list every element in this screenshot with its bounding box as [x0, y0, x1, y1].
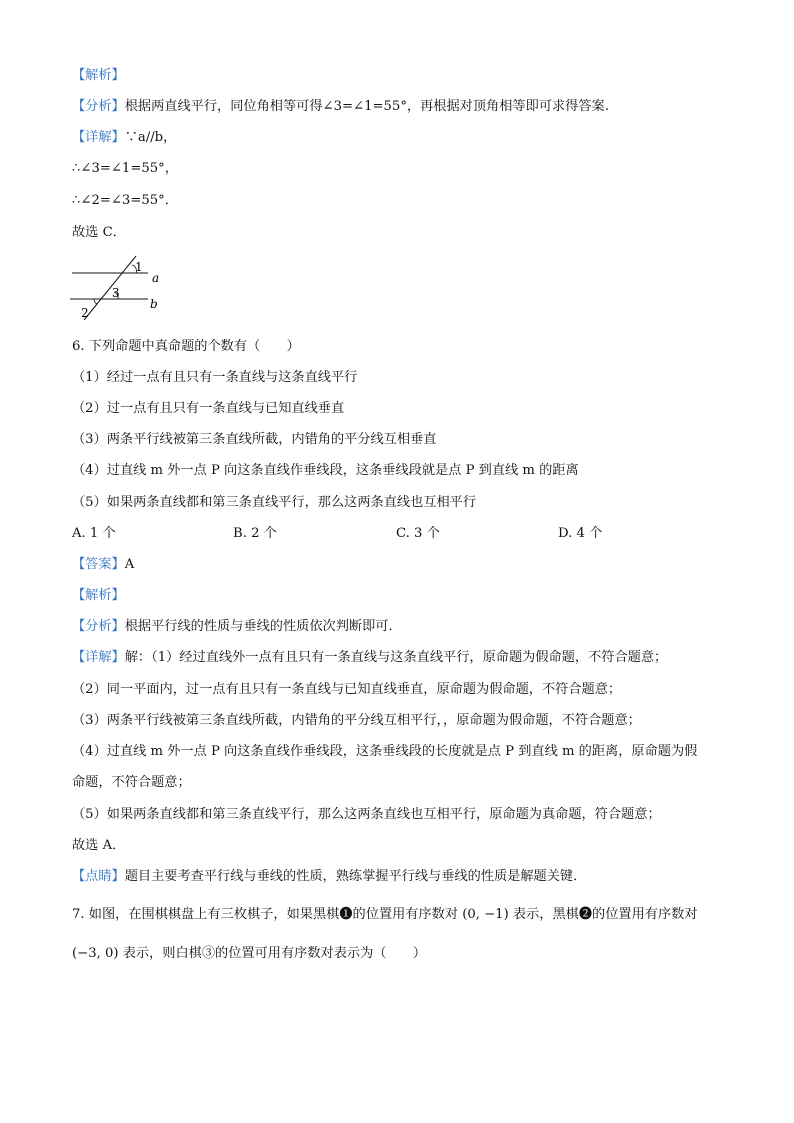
transversal-line [84, 256, 136, 320]
q6-item-1: （1）经过一点有且只有一条直线与这条直线平行 [72, 370, 358, 385]
step-1: ∴∠3=∠1=55°， [72, 161, 178, 176]
q6-detail-5: （5）如果两条直线都和第三条直线平行，那么这两条直线也互相平行，原命题为真命题，符合题意； [72, 807, 661, 822]
label-2: 2 [81, 306, 89, 320]
fenxi-line: 【分析】根据两直线平行，同位角相等可得∠3=∠1=55°，再根据对顶角相等即可求得答案. [72, 99, 609, 114]
xiangjie-line: 【详解】∵a//b， [72, 130, 177, 145]
q6-option-d: D. 4 个 [558, 526, 603, 541]
choice-line: 故选 C． [72, 225, 126, 240]
q6-detail-3: （3）两条平行线被第三条直线所截，内错角的平分线互相平行，，原命题为假命题，不符合题意； [72, 713, 641, 728]
q6-option-c: C. 3 个 [396, 526, 440, 541]
angle-2-arc [94, 299, 97, 304]
q6-xiangjie-line: 【详解】解：（1）经过直线外一点有且只有一条直线与这条直线平行，原命题为假命题，不符合题意； [72, 650, 668, 665]
q6-option-a: A. 1 个 [72, 526, 116, 541]
q6-answer: 【答案】A [72, 557, 135, 572]
q6-fenxi-line: 【分析】根据平行线的性质与垂线的性质依次判断即可． [72, 619, 402, 634]
q6-detail-4: （4）过直线 m 外一点 P 向这条直线作垂线段，这条垂线段的长度就是点 P 到直线 m 的距离，原命题为假 [72, 744, 698, 759]
label-b: b [150, 297, 158, 311]
jiexi-heading: 【解析】 [72, 68, 125, 83]
q7-line-1: 7. 如图，在围棋棋盘上有三枚棋子，如果黑棋❶的位置用有序数对 (0, −1) 表示，黑棋❷的位置用有序数对 [72, 907, 698, 922]
q6-detail-4-cont: 命题，不符合题意； [72, 775, 191, 790]
q6-choice: 故选 A． [72, 838, 126, 853]
q6-dianjing-line: 【点睛】题目主要考查平行线与垂线的性质，熟练掌握平行线与垂线的性质是解题关键． [72, 869, 587, 884]
parallel-lines-figure [66, 254, 176, 324]
q6-item-3: （3）两条平行线被第三条直线所截，内错角的平分线互相垂直 [72, 432, 437, 447]
q6-option-b: B. 2 个 [233, 526, 277, 541]
q6-jiexi-heading: 【解析】 [72, 588, 125, 603]
q6-item-2: （2）过一点有且只有一条直线与已知直线垂直 [72, 401, 345, 416]
q7-line-2: (−3, 0) 表示，则白棋③的位置可用有序数对表示为（ ） [72, 946, 427, 961]
label-1: 1 [135, 260, 143, 274]
q6-item-4: （4）过直线 m 外一点 P 向这条直线作垂线段，这条垂线段就是点 P 到直线 m 的距离 [72, 463, 579, 478]
q6-detail-2: （2）同一平面内，过一点有且只有一条直线与已知直线垂直，原命题为假命题，不符合题意； [72, 682, 622, 697]
step-2: ∴∠2=∠3=55°． [72, 193, 178, 208]
q6-stem: 6. 下列命题中真命题的个数有（ ） [72, 339, 300, 354]
q6-item-5: （5）如果两条直线都和第三条直线平行，那么这两条直线也互相平行 [72, 495, 477, 510]
label-a: a [152, 271, 160, 285]
label-3: 3 [112, 286, 120, 300]
